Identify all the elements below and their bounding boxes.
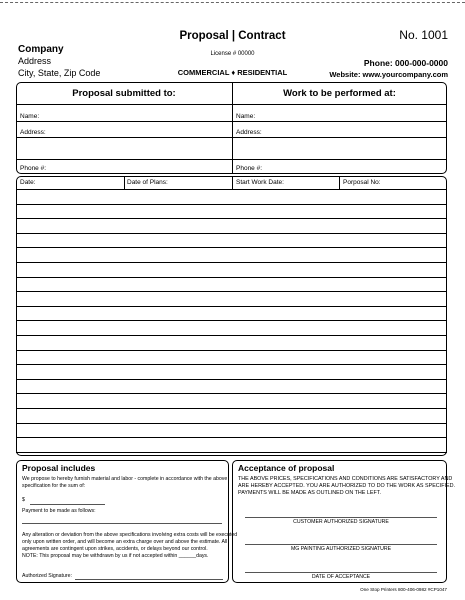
work-address-label: Address:: [236, 129, 262, 136]
terms-line-2: only upon written order, and will become an extra charge over and above the estimate. All: [22, 539, 228, 545]
ruled-line: [16, 247, 447, 248]
terms-line-3: agreements are contingent upon strikes, accidents, or delays beyond our control.: [22, 546, 208, 552]
proposal-no-label: Porposal No:: [343, 179, 381, 186]
details-divider-1: [124, 176, 125, 189]
customer-signature-line: [245, 517, 437, 518]
name-row-line: [16, 121, 447, 122]
includes-intro-2: specification for the sum of:: [22, 483, 86, 489]
company-name: Company: [18, 44, 64, 55]
payment-line: [22, 523, 222, 524]
ruled-line: [16, 277, 447, 278]
payment-label: Payment to be made as follows:: [22, 508, 96, 514]
details-divider-3: [339, 176, 340, 189]
work-performed-title: Work to be performed at:: [283, 88, 396, 99]
ruled-line: [16, 350, 447, 351]
company-phone: Phone: 000-000-0000: [363, 58, 448, 68]
ruled-line: [16, 452, 447, 453]
acceptance-text-2: ARE HEREBY ACCEPTED. YOU ARE AUTHORIZED TO DO THE WORK AS SPECIFIED.: [238, 483, 455, 489]
company-city: City, State, Zip Code: [18, 68, 101, 78]
ruled-line: [16, 423, 447, 424]
authorized-signature-line: [75, 579, 223, 580]
address-extra-line: [16, 159, 447, 160]
address-row-line: [16, 137, 447, 138]
acceptance-title: Acceptance of proposal: [238, 463, 335, 473]
ruled-line: [16, 408, 447, 409]
ruled-line: [16, 379, 447, 380]
acceptance-text-1: THE ABOVE PRICES, SPECIFICATIONS AND CONDITIONS ARE SATISFACTORY AND: [238, 476, 453, 482]
ruled-line: [16, 291, 447, 292]
form-number: No. 1001: [399, 28, 448, 42]
license-number: License # 00000: [210, 51, 255, 57]
proposal-submitted-title: Proposal submitted to:: [72, 88, 176, 99]
sum-line: [30, 504, 105, 505]
client-info-header-line: [16, 104, 447, 105]
ruled-line: [16, 262, 447, 263]
mg-signature-caption: MG PAINTING AUTHORIZED SIGNATURE: [290, 546, 392, 552]
ruled-line: [16, 218, 447, 219]
includes-intro-1: We propose to hereby furnish material and labor - complete in accordance with the above: [22, 476, 228, 482]
authorized-signature-label: Authorized Signature:: [22, 573, 72, 579]
proposal-phone-label: Phone #:: [20, 165, 47, 172]
perforation-line: [0, 2, 465, 3]
mg-signature-line: [245, 544, 437, 545]
ruled-line: [16, 437, 447, 438]
ruled-line: [16, 364, 447, 365]
terms-line-1: Any alteration or deviation from the above specifications involving extra costs will be executed: [22, 532, 238, 538]
proposal-address-label: Address:: [20, 129, 46, 136]
date-label: Date:: [20, 179, 36, 186]
acceptance-date-line: [245, 572, 437, 573]
ruled-line: [16, 335, 447, 336]
ruled-line: [16, 233, 447, 234]
ruled-line: [16, 393, 447, 394]
work-phone-label: Phone #:: [236, 165, 263, 172]
proposal-includes-title: Proposal includes: [22, 463, 96, 473]
acceptance-date-caption: DATE OF ACCEPTANCE: [311, 574, 371, 580]
ruled-line: [16, 204, 447, 205]
date-of-plans-label: Date of Plans:: [127, 179, 168, 186]
dollar-sign: $: [22, 497, 25, 503]
details-header-line: [16, 189, 447, 190]
ruled-line: [16, 306, 447, 307]
printer-footer: One Stop Printers 800-406-0982 #CP1047: [360, 587, 447, 592]
company-website: Website: www.yourcompany.com: [329, 70, 448, 79]
company-address: Address: [18, 56, 52, 66]
details-divider-2: [232, 176, 233, 189]
proposal-name-label: Name:: [20, 113, 40, 120]
start-work-date-label: Start Work Date:: [236, 179, 284, 186]
work-name-label: Name:: [236, 113, 256, 120]
ruled-line: [16, 320, 447, 321]
terms-line-4: NOTE: This proposal may be withdrawn by us if not accepted within ______days.: [22, 553, 209, 559]
customer-signature-caption: CUSTOMER AUTHORIZED SIGNATURE: [293, 519, 389, 525]
document-title: Proposal | Contract: [179, 30, 286, 42]
services-line: COMMERCIAL ♦ RESIDENTIAL: [177, 68, 288, 77]
acceptance-text-3: PAYMENTS WILL BE MADE AS OUTLINED ON THE LEFT.: [238, 490, 381, 496]
